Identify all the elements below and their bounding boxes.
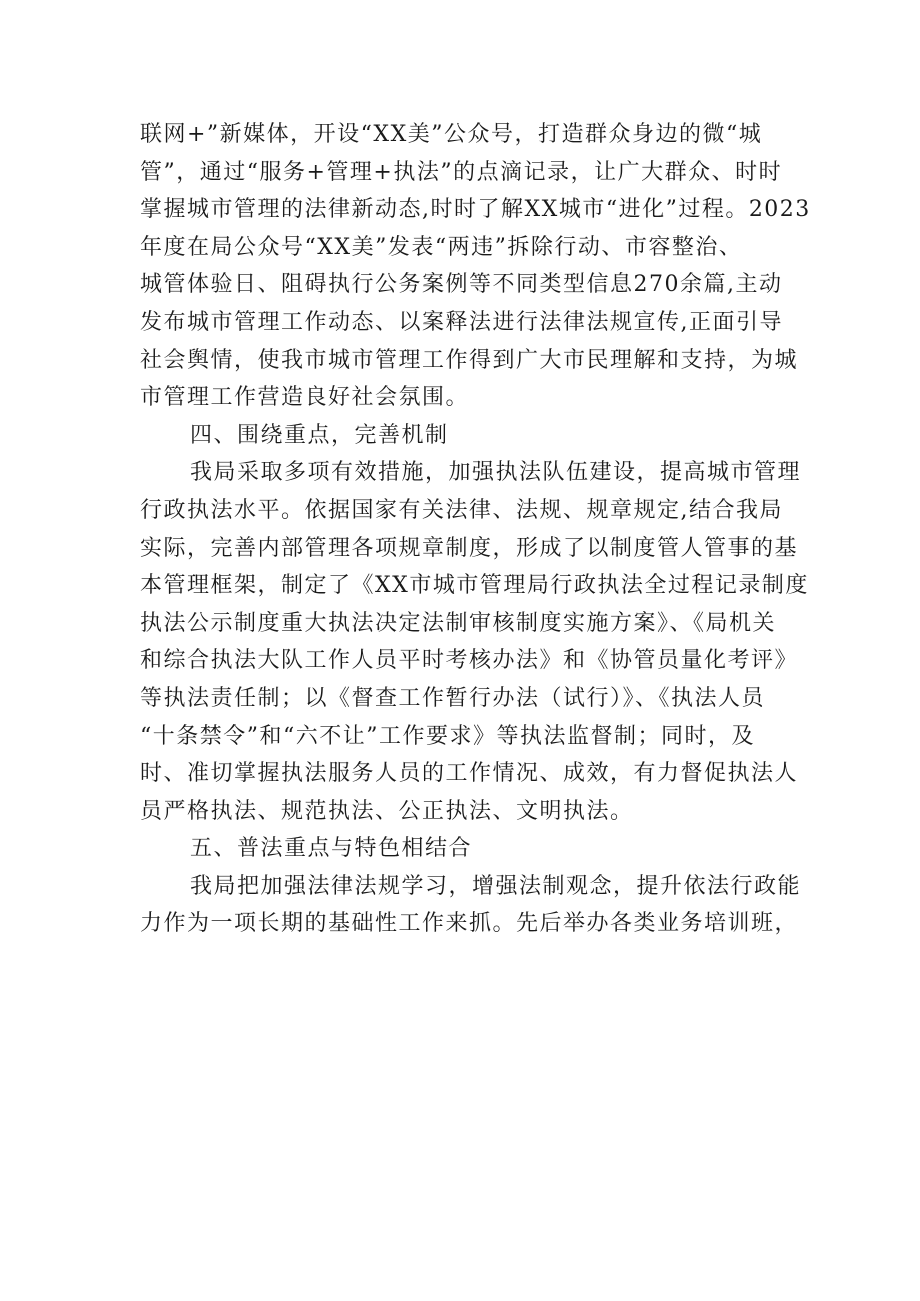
paragraph-line: 时、准切掌握执法服务人员的工作情况、成效，有力督促执法人 — [140, 761, 799, 787]
paragraph-line: 员严格执法、规范执法、公正执法、文明执法。 — [140, 798, 634, 824]
paragraph-line: 我局把加强法律法规学习，增强法制观念，提升依法行政能 — [190, 873, 802, 899]
paragraph-line: 管”，通过“服务+管理+执法”的点滴记录，让广大群众、时时 — [140, 159, 783, 185]
paragraph-line: 和综合执法大队工作人员平时考核办法》和《协管员量化考评》 — [140, 648, 799, 674]
paragraph-line: 等执法责任制；以《督查工作暂行办法（试行）》、《执法人员 — [140, 685, 766, 711]
section-heading: 五、普法重点与特色相结合 — [190, 836, 473, 862]
section-heading: 四、围绕重点，完善机制 — [190, 422, 449, 448]
paragraph-line: 市管理工作营造良好社会氛围。 — [140, 385, 470, 411]
paragraph-line: 执法公示制度重大执法决定法制审核制度实施方案》、《局机关 — [140, 610, 777, 636]
paragraph-line: 实际，完善内部管理各项规章制度，形成了以制度管人管事的基 — [140, 535, 799, 561]
paragraph-line: 掌握城市管理的法律新动态,时时了解XX城市“进化”过程。2023 — [140, 197, 811, 223]
paragraph-line: “十条禁令”和“六不让”工作要求》等执法监督制；同时，及 — [140, 723, 755, 749]
paragraph-line: 行政执法水平。依据国家有关法律、法规、规章规定,结合我局 — [140, 497, 783, 523]
paragraph-line: 本管理框架，制定了《XX市城市管理局行政执法全过程记录制度 — [140, 573, 809, 599]
paragraph-line: 发布城市管理工作动态、以案释法进行法律法规宣传,正面引导 — [140, 309, 783, 335]
paragraph-line: 联网+”新媒体，开设“XX美”公众号，打造群众身边的微“城 — [140, 122, 763, 147]
paragraph-line: 我局采取多项有效措施，加强执法队伍建设，提高城市管理 — [190, 460, 802, 486]
paragraph-line: 年度在局公众号“XX美”发表“两违”拆除行动、市容整治、 — [140, 234, 743, 260]
paragraph-line: 城管体验日、阻碍执行公务案例等不同类型信息270余篇,主动 — [140, 272, 783, 298]
paragraph-line: 力作为一项长期的基础性工作来抓。先后举办各类业务培训班， — [140, 911, 799, 937]
document-body — [140, 116, 811, 943]
paragraph-line: 社会舆情，使我市城市管理工作得到广大市民理解和支持，为城 — [140, 347, 799, 373]
